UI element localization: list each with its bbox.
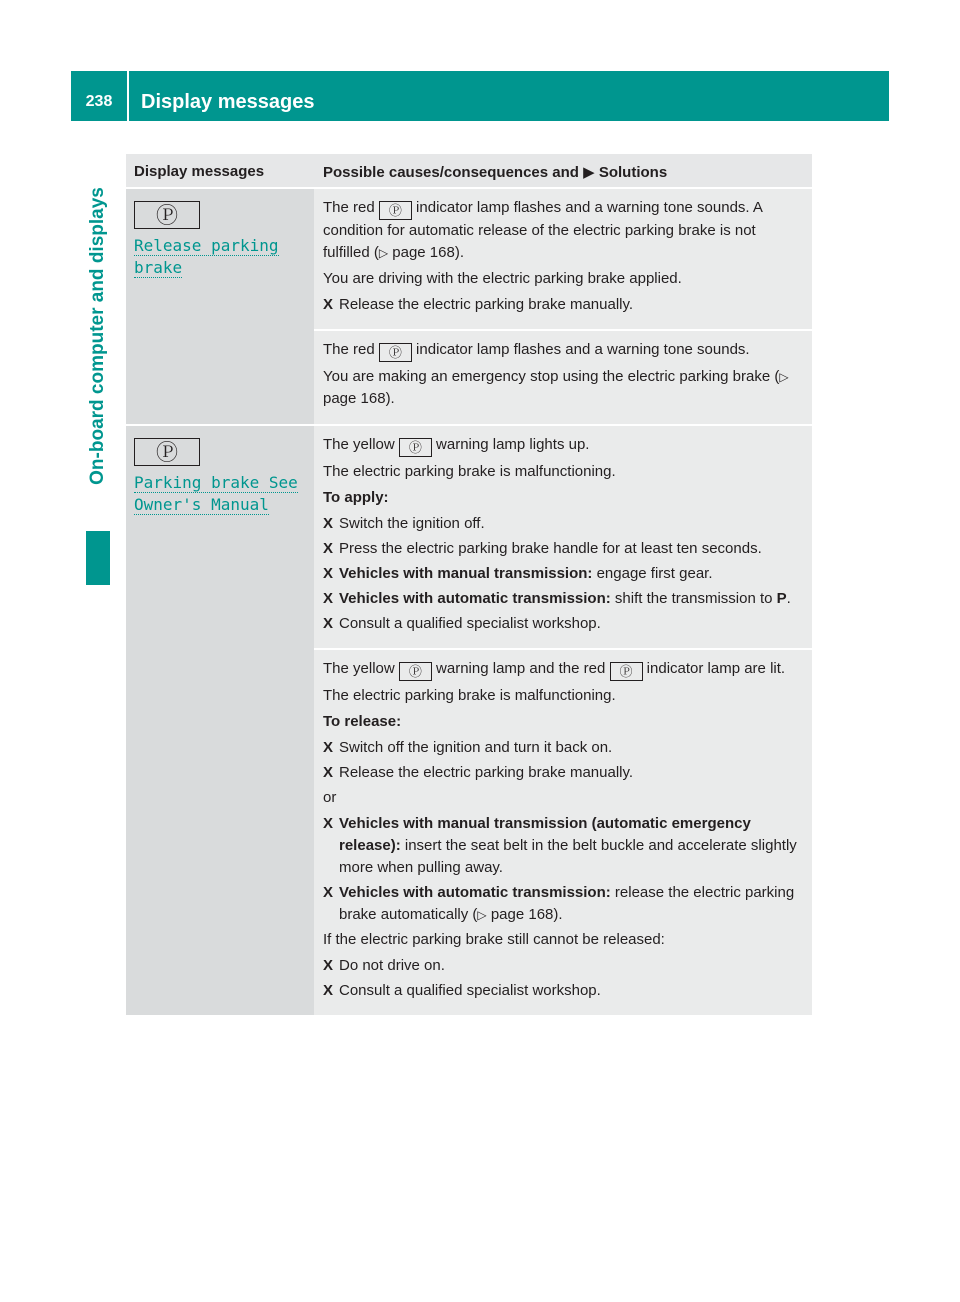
parking-brake-warning-icon: Ⓟ [399, 662, 432, 681]
col-header-causes: Possible causes/consequences and ▶ Solutions [314, 154, 812, 188]
page-ref-link[interactable]: page 168). [490, 906, 563, 923]
step-marker-icon: X [323, 815, 334, 832]
page-ref-link[interactable]: page 168). [392, 244, 464, 261]
page-ref-icon: ▷ [477, 908, 487, 922]
side-chapter-marker [86, 531, 110, 585]
side-chapter-tab [86, 140, 110, 532]
col-header-display: Display messages [126, 154, 314, 188]
step-marker-icon: X [323, 957, 334, 974]
page-ref-icon: ▷ [779, 370, 789, 384]
step-marker-icon: X [323, 540, 334, 557]
page-number: 238 [85, 93, 113, 110]
subheading: To release: [323, 713, 402, 730]
table-row [126, 425, 812, 649]
step-marker-icon: X [323, 590, 334, 607]
subheading: To apply: [323, 489, 389, 506]
display-message-cell [126, 188, 314, 425]
parking-brake-lamp-icon: Ⓟ [134, 438, 200, 466]
instruction-step: X Consult a qualified specialist workshop. [323, 980, 804, 1002]
parking-brake-indicator-icon: Ⓟ [610, 662, 643, 681]
display-message-cell [126, 425, 314, 1015]
instruction-step: X Switch the ignition off. [323, 513, 804, 535]
instruction-step: X Vehicles with manual transmission (automatic emergency release): insert the seat belt in the belt buckle and accelerate slightly more when pulling away. [323, 815, 797, 876]
side-chapter-label: On-board computer and displays [87, 187, 108, 485]
step-marker-icon: X [323, 884, 334, 901]
instruction-step: X Consult a qualified specialist workshop. [323, 613, 804, 635]
instruction-step: X Press the electric parking brake handle for at least ten seconds. [323, 538, 804, 560]
instruction-step: X Release the electric parking brake manually. [323, 294, 804, 316]
step-marker-icon: X [323, 565, 334, 582]
instruction-step: X Release the electric parking brake manually. [323, 762, 804, 784]
table-header-row [126, 154, 812, 188]
solution-cell: The yellow Ⓟ warning lamp and the red Ⓟ indicator lamp are lit. The electric parking brake is malfunctioning. To release: X Switch off the ignition and turn it back on. X Release the electric parking brake manually. or X Vehicles with manual transmission (automatic emergency release): insert the seat belt in the belt buckle and accelerate slightly more when pulling away. X Vehicles with automatic transmission: release the electric parking brake automatically (▷ page 168). If the electric parking brake still cannot be released: X Do not drive on. X Consult a qualified specialist workshop. [314, 649, 812, 1015]
display-message-text: Release parking brake [134, 236, 279, 277]
or-separator: or [323, 789, 337, 806]
instruction-step: X Vehicles with automatic transmission: shift the transmission to P. [323, 588, 804, 610]
parking-brake-indicator-icon: Ⓟ [379, 201, 412, 220]
parking-brake-lamp-icon: Ⓟ [134, 201, 200, 229]
table-row [126, 188, 812, 330]
solution-cell: The yellow Ⓟ warning lamp lights up. The electric parking brake is malfunctioning. To apply: X Switch the ignition off. X Press the electric parking brake handle for at least ten seconds. X Vehicles with manual transmission: engage first gear. X Vehicles with automatic transmission: shift the transmission to P. X Consult a qualified specialist workshop. [314, 425, 812, 649]
solutions-arrow-icon: ▶ [583, 164, 595, 181]
step-marker-icon: X [323, 296, 334, 313]
parking-brake-indicator-icon: Ⓟ [379, 343, 412, 362]
header-divider [127, 71, 129, 121]
section-title: Display messages [141, 91, 315, 113]
step-marker-icon: X [323, 515, 334, 532]
step-marker-icon: X [323, 615, 334, 632]
instruction-step: X Vehicles with automatic transmission: release the electric parking brake automatically (▷ page 168). [323, 884, 795, 923]
instruction-step: X Switch off the ignition and turn it back on. [323, 737, 804, 759]
step-marker-icon: X [323, 764, 334, 781]
parking-brake-warning-icon: Ⓟ [399, 438, 432, 457]
step-marker-icon: X [323, 982, 334, 999]
step-marker-icon: X [323, 739, 334, 756]
display-message-text: Parking brake See Owner's Manual [134, 473, 298, 514]
page-header [71, 71, 889, 121]
instruction-step: X Vehicles with manual transmission: engage first gear. [323, 563, 804, 585]
page-ref-link[interactable]: page 168). [323, 390, 395, 407]
page-ref-icon: ▷ [378, 246, 389, 260]
display-messages-table [126, 154, 812, 1015]
solution-cell: The red Ⓟ indicator lamp flashes and a warning tone sounds. A condition for automatic release of the electric parking brake is not fulfilled (▷ page 168). You are driving with the electric parking brake applied. X Release the electric parking brake manually. [314, 188, 812, 330]
instruction-step: X Do not drive on. [323, 955, 804, 977]
solution-cell: The red Ⓟ indicator lamp flashes and a warning tone sounds. You are making an emergency stop using the electric parking brake (▷ page 168). [314, 330, 812, 425]
